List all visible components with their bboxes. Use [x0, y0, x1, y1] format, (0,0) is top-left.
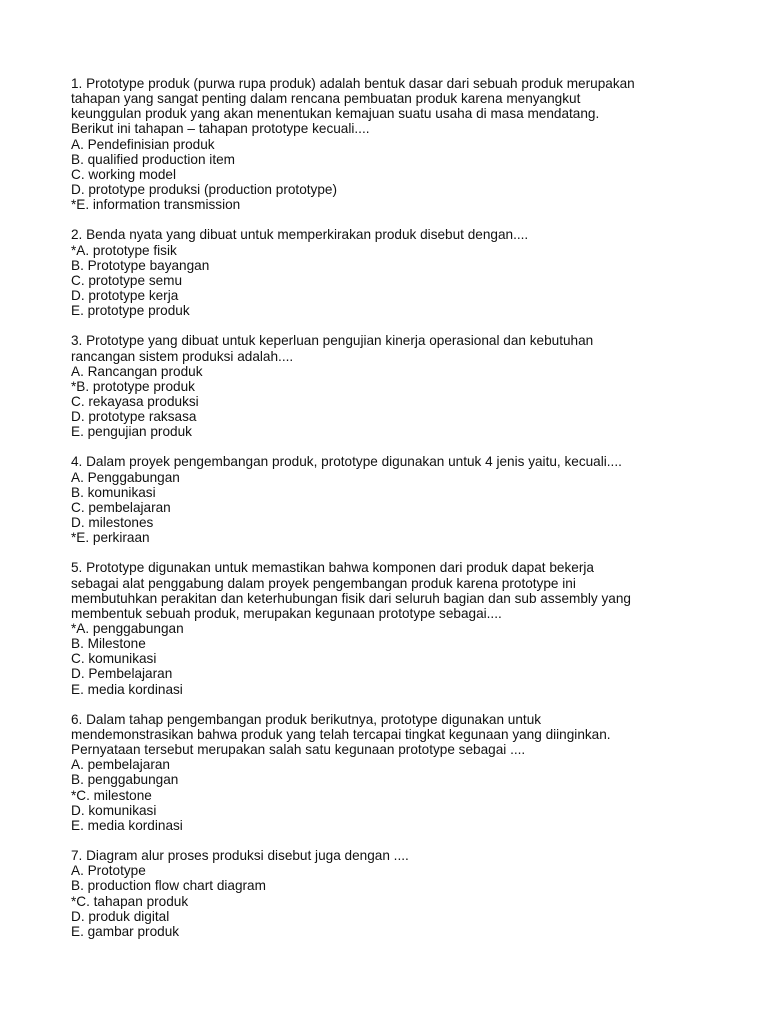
question-stem-line: 7. Diagram alur proses produksi disebut juga dengan .... — [71, 848, 409, 864]
question-stem-line: 5. Prototype digunakan untuk memastikan bahwa komponen dari produk dapat bekerja — [71, 560, 594, 576]
document-page — [71, 76, 711, 954]
question-stem-line: 4. Dalam proyek pengembangan produk, prototype digunakan untuk 4 jenis yaitu, kecuali.... — [71, 454, 622, 470]
answer-option: *E. information transmission — [71, 197, 241, 213]
answer-option: B. Milestone — [71, 636, 146, 652]
answer-options — [71, 757, 711, 833]
answer-option: B. komunikasi — [71, 484, 156, 500]
answer-option: A. Pendefinisian produk — [71, 136, 215, 152]
answer-option: D. prototype raksasa — [71, 409, 197, 425]
answer-option: D. produk digital — [71, 908, 170, 924]
answer-option: A. Prototype — [71, 863, 146, 879]
question-stem-line: sebagai alat penggabung dalam proyek pengembangan produk karena prototype ini — [71, 575, 576, 591]
question-stem-line: membutuhkan perakitan dan keterhubungan fisik dari seluruh bagian dan sub assembly yang — [71, 590, 631, 606]
question-stem-line: 3. Prototype yang dibuat untuk keperluan pengujian kinerja operasional dan kebutuhan — [71, 333, 594, 349]
question-stem-line: mendemonstrasikan bahwa produk yang telah tercapai tingkat kegunaan yang diinginkan. — [71, 726, 611, 742]
question-block — [71, 76, 711, 212]
answer-option: D. Pembelajaran — [71, 666, 173, 682]
question-block — [71, 454, 711, 545]
answer-option: E. media kordinasi — [71, 817, 183, 833]
answer-options — [71, 364, 711, 440]
answer-option: E. pengujian produk — [71, 424, 192, 440]
answer-option: D. komunikasi — [71, 802, 157, 818]
question-stem — [71, 848, 711, 863]
answer-options — [71, 137, 711, 213]
question-stem-line: membentuk sebuah produk, merupakan kegunaan prototype sebagai.... — [71, 605, 502, 621]
question-stem-line: Berikut ini tahapan – tahapan prototype kecuali.... — [71, 121, 370, 137]
answer-option: D. milestones — [71, 515, 154, 531]
answer-option: A. Penggabungan — [71, 469, 180, 485]
answer-option: *C. tahapan produk — [71, 893, 189, 909]
question-stem — [71, 76, 711, 137]
answer-option: E. gambar produk — [71, 923, 180, 939]
question-stem — [71, 560, 711, 621]
question-stem-line: 2. Benda nyata yang dibuat untuk memperkirakan produk disebut dengan.... — [71, 227, 529, 243]
answer-option: C. working model — [71, 166, 177, 182]
question-stem-line: keunggulan produk yang akan menentukan kemajuan suatu usaha di masa mendatang. — [71, 106, 600, 122]
answer-option: *A. penggabungan — [71, 621, 184, 636]
answer-option: *A. prototype fisik — [71, 242, 177, 258]
answer-option: B. production flow chart diagram — [71, 878, 266, 894]
question-stem — [71, 712, 711, 757]
answer-option: E. media kordinasi — [71, 681, 183, 697]
question-stem — [71, 454, 711, 469]
question-block — [71, 560, 711, 696]
answer-option: *E. perkiraan — [71, 530, 150, 546]
question-block — [71, 333, 711, 439]
question-stem — [71, 227, 711, 242]
question-block — [71, 712, 711, 833]
answer-option: A. Rancangan produk — [71, 363, 203, 379]
answer-option: E. prototype produk — [71, 303, 190, 319]
question-block — [71, 848, 711, 939]
question-stem-line: rancangan sistem produksi adalah.... — [71, 348, 294, 364]
answer-options — [71, 863, 711, 939]
answer-option: D. prototype produksi (production prototype) — [71, 182, 337, 198]
question-stem-line: tahapan yang sangat penting dalam rencana pembuatan produk karena menyangkut — [71, 91, 581, 107]
question-stem-line: 1. Prototype produk (purwa rupa produk) adalah bentuk dasar dari sebuah produk merupakan — [71, 76, 635, 91]
answer-option: C. rekayasa produksi — [71, 393, 199, 409]
answer-option: C. prototype semu — [71, 272, 183, 288]
answer-option: C. pembelajaran — [71, 499, 171, 515]
answer-option: *B. prototype produk — [71, 378, 195, 394]
question-stem-line: 6. Dalam tahap pengembangan produk berikutnya, prototype digunakan untuk — [71, 711, 542, 727]
question-stem — [71, 333, 711, 363]
answer-options — [71, 470, 711, 546]
answer-options — [71, 621, 711, 697]
question-stem-line: Pernyataan tersebut merupakan salah satu kegunaan prototype sebagai .... — [71, 742, 526, 758]
answer-option: B. Prototype bayangan — [71, 257, 210, 273]
answer-option: C. komunikasi — [71, 651, 157, 667]
answer-option: A. pembelajaran — [71, 757, 170, 773]
question-block — [71, 227, 711, 318]
answer-options — [71, 243, 711, 319]
answer-option: D. prototype kerja — [71, 288, 179, 304]
answer-option: B. penggabungan — [71, 772, 179, 788]
answer-option: *C. milestone — [71, 787, 152, 803]
answer-option: B. qualified production item — [71, 151, 235, 167]
